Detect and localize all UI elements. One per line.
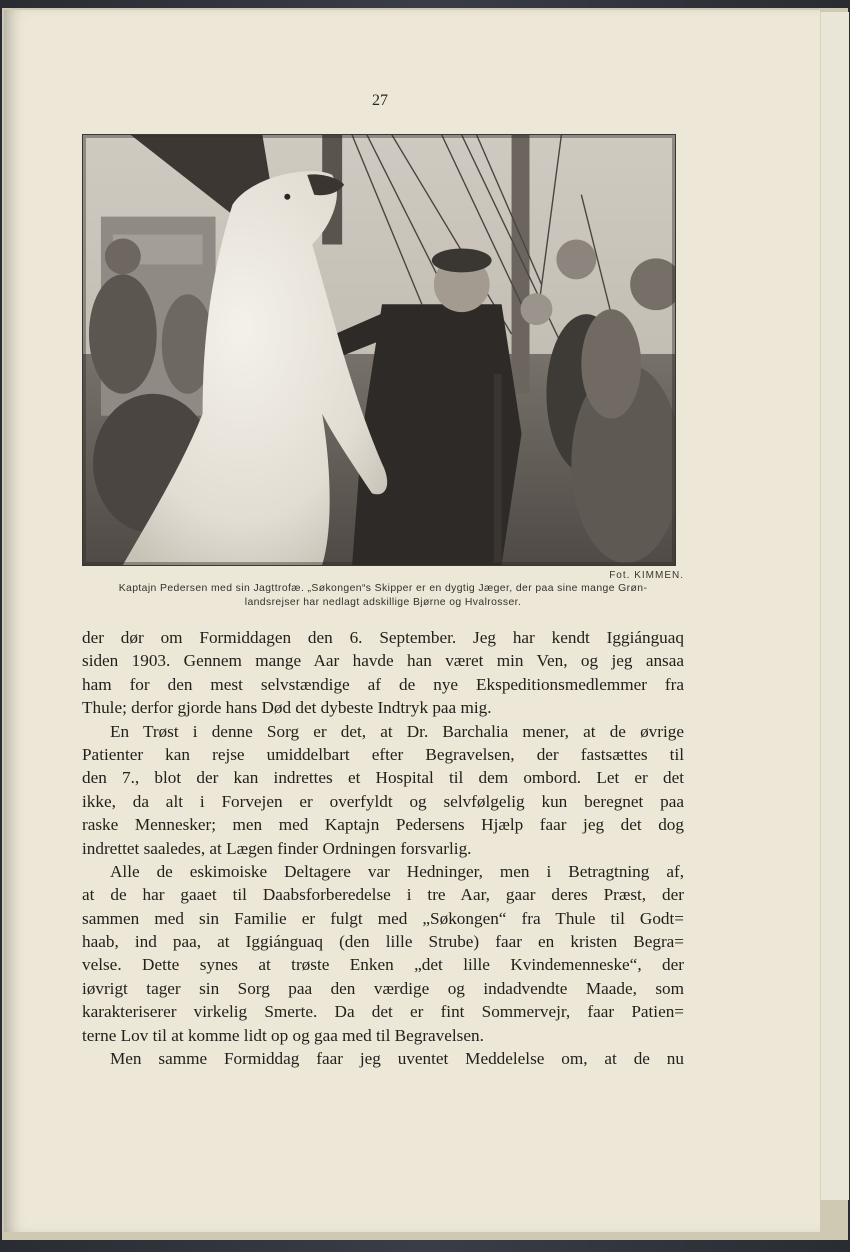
body-line: Alle de eskimoiske Deltagere var Hedninger, men i Betragtning af, bbox=[110, 861, 684, 881]
photo-polar-bear-trophy bbox=[82, 134, 676, 566]
body-line: siden 1903. Gennem mange Aar havde han været min Ven, og jeg ansaa bbox=[82, 651, 684, 671]
body-line: ikke, da alt i Forvejen er overfyldt og selvfølgelig kun beregnet paa bbox=[82, 791, 684, 811]
page-number: 27 bbox=[372, 92, 388, 109]
body-line: der dør om Formiddagen den 6. September. Jeg har kendt Iggiánguaq bbox=[82, 628, 684, 647]
caption-line: Kaptajn Pedersen med sin Jagttrofæ. „Søkongen“s Skipper er en dygtig Jæger, der paa sine mange Grøn- bbox=[118, 583, 648, 594]
photo-caption bbox=[78, 582, 688, 610]
body-line: indrettet saaledes, at Lægen finder Ordningen forsvarlig. bbox=[82, 838, 472, 858]
body-line: at de har gaaet til Daabsforberedelse i tre Aar, gaar deres Præst, der bbox=[82, 885, 684, 905]
body-line: ham for den mest selvstændige af de nye Ekspeditionsmedlemmer fra bbox=[82, 674, 684, 694]
body-line: Patienter kan rejse umiddelbart efter Begravelsen, der fastsættes til bbox=[82, 744, 684, 764]
body-line: velse. Dette synes at trøste Enken „det lille Kvindemenneske“, der bbox=[82, 955, 684, 975]
body-line: terne Lov til at komme lidt op og gaa med til Begravelsen. bbox=[82, 1025, 484, 1045]
next-page-strip bbox=[820, 12, 849, 1200]
caption-line: landsrejser har nedlagt adskillige Bjørne og Hvalrosser. bbox=[244, 597, 522, 608]
body-line: iøvrigt tager sin Sorg paa den værdige og indadvendte Maade, som bbox=[82, 978, 684, 998]
body-line: sammen med sin Familie er fulgt med „Søkongen“ fra Thule til Godt= bbox=[82, 908, 684, 928]
body-line: En Trøst i denne Sorg er det, at Dr. Barchalia mener, at de øvrige bbox=[110, 721, 684, 741]
body-line: karakteriserer virkelig Smerte. Da det er fint Sommervejr, faar Patien= bbox=[82, 1002, 684, 1022]
body-line: haab, ind paa, at Iggiánguaq (den lille Strube) faar en kristen Begra= bbox=[82, 932, 684, 952]
body-text bbox=[82, 626, 684, 1070]
photo-credit: Fot. KIMMEN. bbox=[609, 570, 684, 581]
body-line: raske Mennesker; men med Kaptajn Pedersens Hjælp faar jeg det dog bbox=[82, 815, 684, 835]
photo-image bbox=[83, 135, 675, 565]
body-line: Men samme Formiddag faar jeg uventet Meddelelse om, at de nu bbox=[110, 1049, 684, 1069]
body-line: Thule; derfor gjorde hans Død det dybeste Indtryk paa mig. bbox=[82, 698, 492, 718]
body-line: den 7., blot der kan indrettes et Hospital til dem ombord. Let er det bbox=[82, 768, 684, 788]
